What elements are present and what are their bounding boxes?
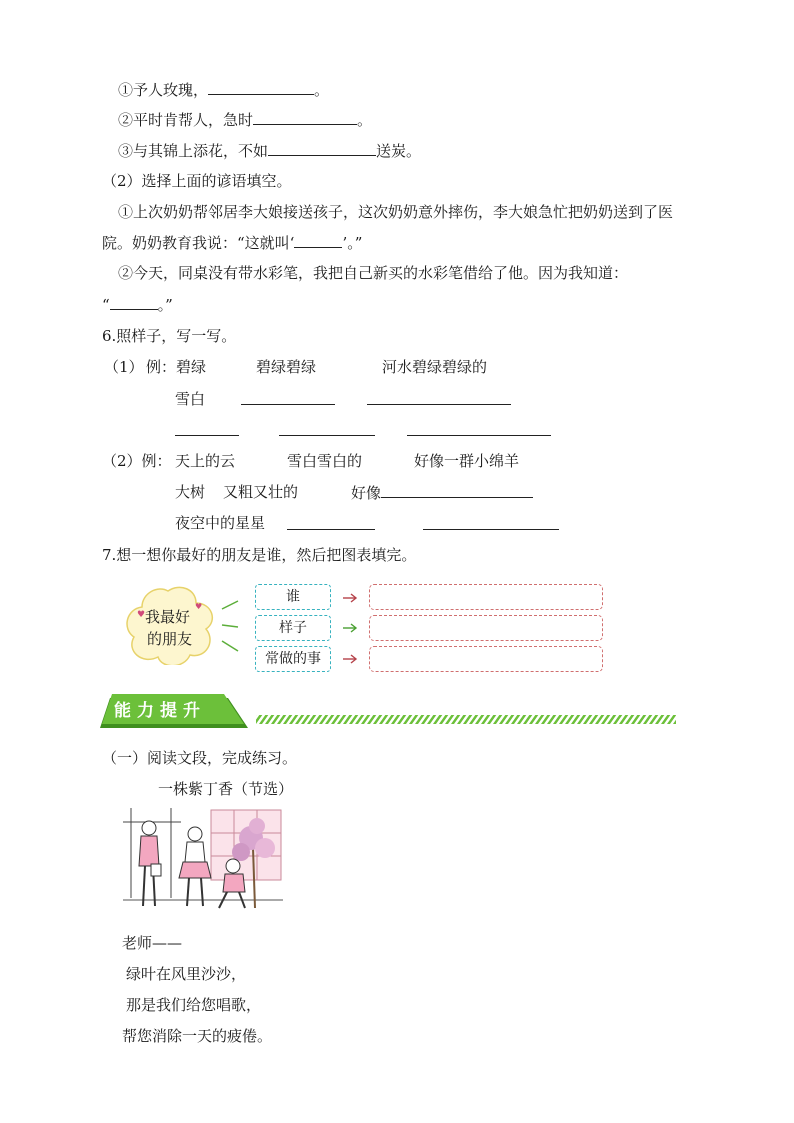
- answer-blank[interactable]: [110, 295, 158, 310]
- sentence-2-end: 。”: [157, 296, 173, 314]
- reading-intro: （一）阅读文段，完成练习。: [102, 749, 298, 767]
- proverb-3-end: 送炭。: [376, 142, 422, 160]
- sentence-2-open-quote: “: [102, 296, 110, 314]
- answer-line[interactable]: [175, 435, 239, 436]
- sentence-2-line-2: [102, 295, 173, 314]
- answer-box-who[interactable]: [369, 584, 603, 610]
- answer-blank[interactable]: [253, 110, 357, 125]
- arrow-right-icon: [342, 593, 358, 603]
- answer-line[interactable]: [287, 529, 375, 530]
- answer-box-appearance[interactable]: [369, 615, 603, 641]
- svg-text:♥: ♥: [137, 610, 146, 620]
- q6-example-desc: 雪白雪白的: [287, 452, 363, 470]
- sentence-1-line-1: ①上次奶奶帮邻居李大娘接送孩子，这次奶奶意外摔伤，李大娘急忙把奶奶送到了医: [118, 203, 674, 221]
- answer-blank[interactable]: [294, 233, 342, 248]
- poem-line-2: 绿叶在风里沙沙，: [126, 965, 247, 983]
- proverb-1-end: 。: [314, 81, 330, 99]
- proverb-3-text: ③与其锦上添花，不如: [118, 142, 269, 160]
- sentence-1-line-2: [102, 233, 362, 252]
- q6-word-xuebai: 雪白: [175, 390, 206, 408]
- question-6-heading: 6.照样子，写一写。: [102, 327, 237, 345]
- flower-text-line-2: 的朋友: [147, 630, 193, 648]
- answer-line[interactable]: [367, 404, 511, 405]
- q6-row-2-subject: 夜空中的星星: [175, 514, 266, 532]
- proverb-3: [118, 141, 421, 160]
- arrow-right-icon: [342, 623, 358, 633]
- poem-line-1: 老师——: [122, 934, 183, 952]
- reading-title: 一株紫丁香（节选）: [158, 780, 294, 798]
- q6-row-1-like: [351, 483, 533, 502]
- q6-part-2-label: （2）例：: [102, 452, 172, 470]
- q6-part-1-label: （1）: [104, 358, 144, 376]
- poem-line-3: 那是我们给您唱歌，: [126, 996, 262, 1014]
- poem-line-4: 帮您消除一天的疲倦。: [122, 1027, 273, 1045]
- connector-lines: [218, 595, 258, 661]
- q6-example-word-2: 碧绿碧绿: [256, 358, 317, 376]
- q6-example-phrase: 河水碧绿碧绿的: [382, 358, 488, 376]
- label-appearance: 样子: [255, 615, 331, 641]
- proverb-2-end: 。: [357, 111, 373, 129]
- arrow-right-icon: [342, 654, 358, 664]
- q6-example-word: 例：碧绿: [146, 358, 207, 376]
- answer-blank[interactable]: [381, 483, 533, 498]
- section-title: 能力提升: [114, 701, 206, 721]
- proverb-2-text: ②平时肯帮人，急时: [118, 111, 254, 129]
- q6-row-1-subject: 大树: [175, 483, 206, 501]
- label-who: 谁: [255, 584, 331, 610]
- answer-blank[interactable]: [268, 141, 376, 156]
- answer-line[interactable]: [241, 404, 335, 405]
- answer-line[interactable]: [279, 435, 375, 436]
- sentence-1-text: 院。奶奶教育我说：“这就叫‘: [102, 234, 295, 252]
- q6-example-subject: 天上的云: [175, 452, 236, 470]
- q6-row-1-like-word: 好像: [351, 484, 382, 502]
- svg-text:♥: ♥: [195, 602, 203, 611]
- flower-text-line-1: 我最好: [145, 608, 191, 626]
- question-7-heading: 7.想一想你最好的朋友是谁，然后把图表填完。: [102, 546, 417, 564]
- label-activities: 常做的事: [255, 646, 331, 672]
- answer-line[interactable]: [423, 529, 559, 530]
- answer-line[interactable]: [407, 435, 551, 436]
- children-lilac-illustration: [123, 808, 283, 914]
- proverb-2: [118, 110, 372, 129]
- proverb-1-text: ①予人玫瑰，: [118, 81, 209, 99]
- sentence-1-end: ’。”: [342, 234, 363, 252]
- q6-row-1-desc: 又粗又壮的: [223, 483, 299, 501]
- question-2-heading: （2）选择上面的谚语填空。: [102, 172, 292, 190]
- answer-blank[interactable]: [208, 80, 314, 95]
- q6-example-like: 好像一群小绵羊: [414, 452, 520, 470]
- answer-box-activities[interactable]: [369, 646, 603, 672]
- proverb-1: [118, 80, 329, 99]
- sentence-2-line-1: ②今天，同桌没有带水彩笔，我把自己新买的水彩笔借给了他。因为我知道：: [118, 264, 629, 282]
